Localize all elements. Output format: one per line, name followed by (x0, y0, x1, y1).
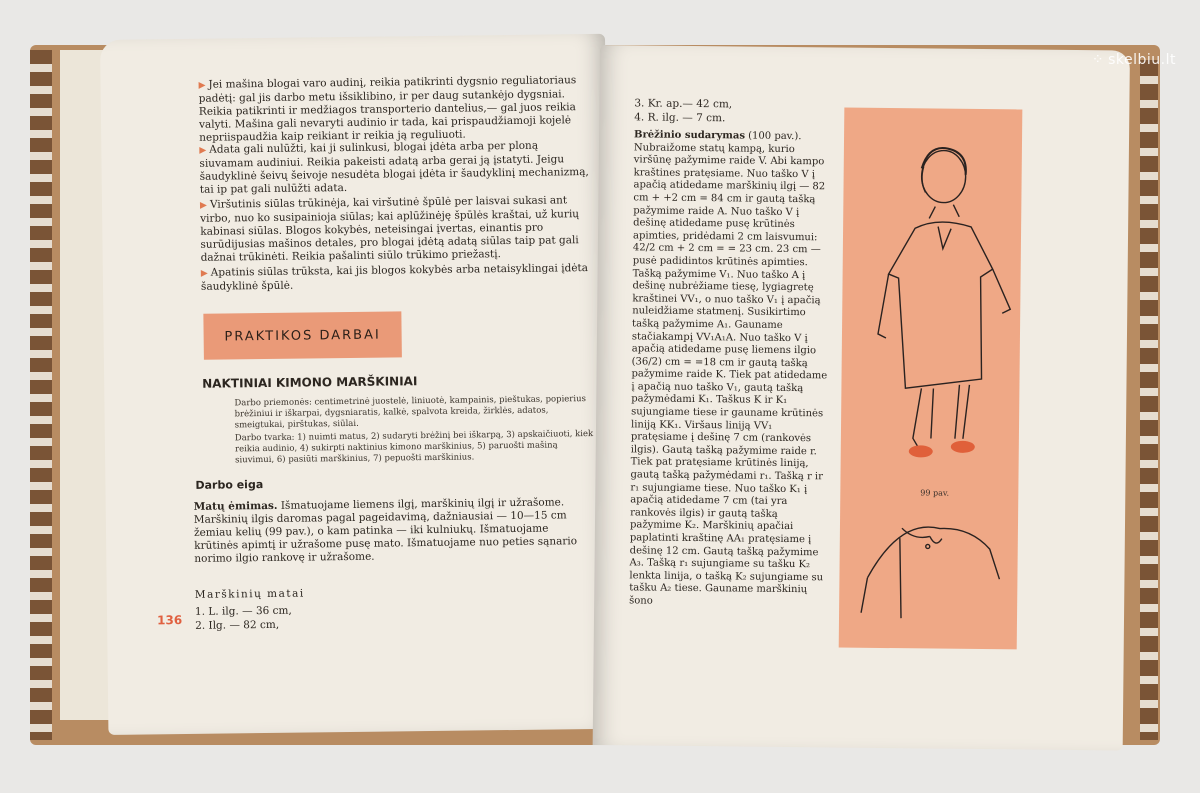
measurement-lead: Matų ėmimas. (193, 499, 278, 513)
girl-nightgown-illustration (839, 108, 1023, 650)
book-binding-right (1140, 60, 1158, 740)
paragraph-lower-thread: ▶ Apatinis siūlas trūksta, kai jis blogos kokybės arba netaisyklingai įdėta šaudyklinė špūlė. (201, 262, 591, 294)
measurement-paragraph (194, 496, 595, 566)
drafting-text: Nubraižome statų kampą, kurio viršūnę pažymime raide V. Abi kampo kraštines pratęsiame. Nuo taško V į apačią atidedame marškinių ilgį — 82 cm + +2 cm = 84 cm ir gautą tašką pažymime raide A. Nuo taško V į dešinę atidedame pusę krūtinės apimties, pridėdami 2 cm laisvumui: 42/2 cm + 2 cm = = 23 cm. 23 cm — pusė padidintos krūtinės apimties. Tašką pažymime V₁. Nuo taško A į dešinę nubrėžiame tiesę, lygiagretę kraštinei VV₁, o nuo taško V₁ į apačią nuleidžiame statmenį. Susikirtimo tašką pažymime A₁. Gauname stačiakampį VV₁A₁A. Nuo taško V į apačią atidedame pusę liemens ilgio (36/2) cm = =18 cm ir gautą tašką pažymime raide K. Tiek pat atidedame į apačią nuo taško V₁, gautą tašką pažymėdami K₁. Taškus K ir K₁ sujungiame tiese ir gauname krūtinės liniją KK₁. Viršaus liniją VV₁ pratęsiame į dešinę 7 cm (rankovės ilgis). Gautą tašką pažymime raide r. Tiek pat pratęsiame krūtinės liniją, gautą tašką pažymėdami r₁. Tašką r ir r₁ sujungiame tiese. Nuo taško K₁ į apačią atidedame 7 cm (tai yra rankovės ilgis) ir gautą tašką pažymime K₂. Marškinių apačiai paplatinti kraštinę AA₁ pratęsiame į dešinę 12 cm. Gautą tašką pažymime A₃. Tašką r₁ sujungiame su tašku K₂ lenkta linija, o tašką K₂ sujungiame su tašku A₂ tiese. Gauname marškinių šono (629, 141, 828, 607)
drafting-paragraph (629, 129, 834, 610)
watermark (1092, 48, 1180, 69)
right-page (593, 45, 1130, 751)
measure-item: 4. R. ilg. — 7 cm. (634, 111, 726, 125)
drafting-lead: Brėžinio sudarymas (634, 129, 746, 142)
work-order-text: Darbo tvarka: 1) nuimti matus, 2) sudaryti brėžinį bei iškarpą, 3) apskaičiuoti, kiek reikia audinio, 4) sukirpti naktinius kimono marškinius, 5) paruošti mašiną siuvimui, 6) pasiūti marškinius, 7) pepuošti marškinius. (234, 429, 594, 466)
page-number: 136 (157, 613, 183, 628)
watermark-text: skelbiu.lt (1108, 52, 1176, 68)
tools-text: Darbo priemonės: centimetrinė juostelė, liniuotė, kampainis, pieštukas, popierius brėžiniui ir iškarpai, dygsniaratis, kalkė, spalvota kreida, žirklės, adatos, smeigtukai, pirštukas, siūlai. (234, 394, 586, 431)
watermark-dots-icon: ⁘ (1091, 52, 1105, 68)
illustration-panel (839, 108, 1023, 650)
measure-item: 1. L. ilg. — 36 cm, (194, 604, 292, 618)
measure-item: 3. Kr. ap.— 42 cm, (634, 97, 733, 111)
left-page (100, 34, 613, 735)
measure-item: 2. Ilg. — 82 cm, (195, 618, 280, 632)
drafting-ref: (100 pav.). (748, 130, 802, 143)
figure-caption: 99 pav. (920, 488, 950, 498)
paragraph-machine: ▶ Jei mašina blogai varo audinį, reikia patikrinti dygsnio reguliatoriaus padėtį: gal jis darbo metu išsiklibino, ir per daug sutankėjo dygsniai. Reikia patikrinti ir medžiagos transporterio dantelius,— gal juos reikia valyti. Mašina gali nevaryti audinio ir tada, kai prispaudžiamoji kojelė nepriispaudžia kaip reikiant ir reikia ją reguliuoti. (198, 74, 589, 145)
paragraph-upper-thread: ▶ Viršutinis siūlas trūkinėja, kai viršutinė špūlė per laisvai sukasi ant virbo, nuo ko susipainioja siūlas; kai aplūžinėję špūlės kraštai, už kurių kabinasi siūlas. Blogos kokybės, neteisingai įvertas, einantis pro surūdijusias mašinos detales, pro blogai įdėtą adatą siūlas taip pat gali dažnai trūkinėti. Reikia pašalinti siūlo trūkimo priežastį. (200, 194, 591, 265)
subheading: Darbo eiga (195, 478, 264, 492)
paragraph-needle: ▶ Adata gali nulūžti, kai ji sulinkusi, blogai įdėta arba per ploną siuvamam audiniui. Reikia pakeisti adatą arba gerai ją įstatyti. Jeigu šaudyklinė šeivų šeivoje nesudėta blogai įdėta ir šaudyklinį mechanizmą, tai ip pat gali nulūžti adata. (199, 139, 590, 197)
book-binding-left (30, 50, 52, 740)
section-banner: PRAKTIKOS DARBAI (203, 311, 402, 359)
section-title: NAKTINIAI KIMONO MARŠKINIAI (202, 374, 418, 391)
measurement-text: Išmatuojame liemens ilgį, marškinių ilgį ir užrašome. Marškinių ilgis daromas pagal pageidavimą, dažniausiai — 10—15 cm žemiau kelių (99 pav.), o kam patinka — iki kulniukų. Išmatuojame krūtinės apimtį ir užrašome pusę mato. Išmatuojame nuo peties sąnario norimo ilgio rankovę ir užrašome. (193, 496, 578, 565)
measures-title: Marškinių matai (194, 587, 305, 601)
